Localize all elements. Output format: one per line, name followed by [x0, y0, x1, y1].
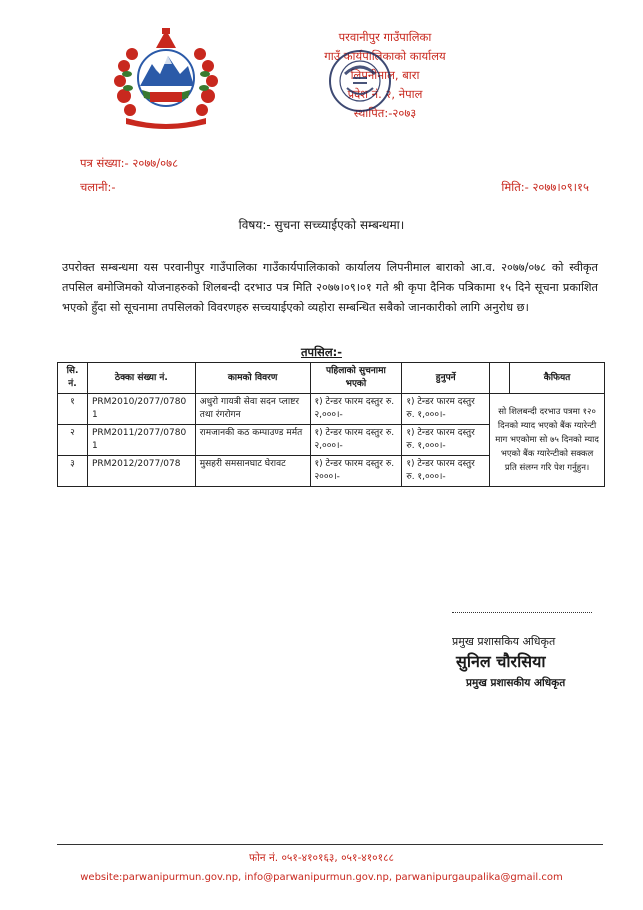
- table-caption: तपसिल:-: [300, 345, 342, 359]
- details-table: [57, 362, 605, 487]
- established-line: स्थापित:-२०७३: [353, 106, 417, 120]
- signature-line: [452, 612, 592, 613]
- body-paragraph: उपरोक्त सम्बन्धमा यस परवानीपुर गाउँपालिका गाउँकार्यपालिकाको कार्यालय लिपनीमाल बाराको आ.व. २०७७/०७८ को स्वीकृत तपसिल बमोजिमको योजनाहरुको शिलबन्दी दरभाउ पत्र मिति २०७७।०९।०१ गते श्री कृपा दैनिक पत्रिकामा १५ दिने सूचना प्रकाशित भएको हुँदा सो सूचनामा तपसिलको विवरणहरु सच्चयाईएको व्यहोरा सम्बन्धित सबैको जानकारीको लागि अनुरोध छ।: [62, 261, 598, 314]
- province-line: प्रदेश नं. २, नेपाल: [347, 87, 423, 101]
- letter-date: मिति:- २०७७।०९।१५: [501, 180, 589, 194]
- municipality-name: परवानीपुर गाउँपालिका: [338, 30, 432, 44]
- header-corrected: हुनुपर्ने: [402, 363, 490, 394]
- dispatch-number: चलानी:-: [80, 180, 116, 194]
- cell-contract-no: PRM2011/2077/07801: [87, 425, 195, 456]
- nepal-emblem-icon: [110, 26, 222, 132]
- table-row: [58, 394, 605, 425]
- signatory-name: सुनिल चौरसिया: [456, 652, 546, 671]
- header-sn: सि. नं.: [58, 363, 88, 394]
- header-contract-no: ठेक्का संख्या नं.: [87, 363, 195, 394]
- signatory-title: प्रमुख प्रशासकिय अधिकृत: [452, 635, 556, 648]
- footer-phone: फोन नं. ०५१-४१०१६३, ०५१-४१०१८८: [248, 852, 394, 864]
- signatory-stamp-title: प्रमुख प्रशासकीय अधिकृत: [466, 677, 566, 689]
- subject-line: विषय:- सुचना सच्च्याईएको सम्बन्धमा।: [238, 218, 405, 232]
- cell-contract-no: PRM2012/2077/078: [87, 456, 195, 487]
- office-seal-stamp-icon: [327, 48, 393, 114]
- cell-contract-no: PRM2010/2077/07801: [87, 394, 195, 425]
- cell-sn: ३: [58, 456, 88, 487]
- footer-website: website:parwanipurmun.gov.np, info@parwanipurmun.gov.np, parwanipurgaupalika@gmail.com: [80, 872, 563, 883]
- cell-work: मुसहरी समसानघाट घेरावट: [195, 456, 310, 487]
- cell-published: १) टेन्डर फारम दस्तुर रु. २०००।-: [310, 456, 402, 487]
- letter-number: पत्र संख्या:- २०७७/०७८: [80, 156, 179, 170]
- cell-published: १) टेन्डर फारम दस्तुर रु. २,०००।-: [310, 394, 402, 425]
- table-header-row: [58, 363, 605, 394]
- header-work: कामको विवरण: [195, 363, 310, 394]
- cell-corrected: १) टेन्डर फारम दस्तुर रु. १,०००।-: [402, 394, 490, 425]
- header-published: पहिलाको सुचनामा भएको: [310, 363, 402, 394]
- office-address: लिपनीमाल, बारा: [350, 68, 420, 82]
- cell-sn: १: [58, 394, 88, 425]
- header-remarks: कैफियत: [510, 363, 605, 394]
- cell-work: अधुरो गायत्री सेवा सदन प्लाष्टर तथा रंगरोगन: [195, 394, 310, 425]
- cell-corrected: १) टेन्डर फारम दस्तुर रु. १,०००।-: [402, 456, 490, 487]
- cell-sn: २: [58, 425, 88, 456]
- remarks-cell: सो शिलबन्दी दरभाउ पत्रमा १२० दिनको म्याद भएको बैंक ग्यारेन्टी माग भएकोमा सो ७५ दिनको म्याद भएको बैंक ग्यारेन्टीको सक्कल प्रति संलग्न गरि पेश गर्नुहुन।: [490, 394, 605, 487]
- cell-corrected: १) टेन्डर फारम दस्तुर रु. १,०००।-: [402, 425, 490, 456]
- cell-work: रामजानकी कठ कम्पाउण्ड मर्मत: [195, 425, 310, 456]
- footer-divider: [57, 844, 603, 845]
- header-blank: [490, 363, 510, 394]
- office-name: गाउँ कार्यपालिकाको कार्यालय: [324, 49, 446, 63]
- cell-published: १) टेन्डर फारम दस्तुर रु. २,०००।-: [310, 425, 402, 456]
